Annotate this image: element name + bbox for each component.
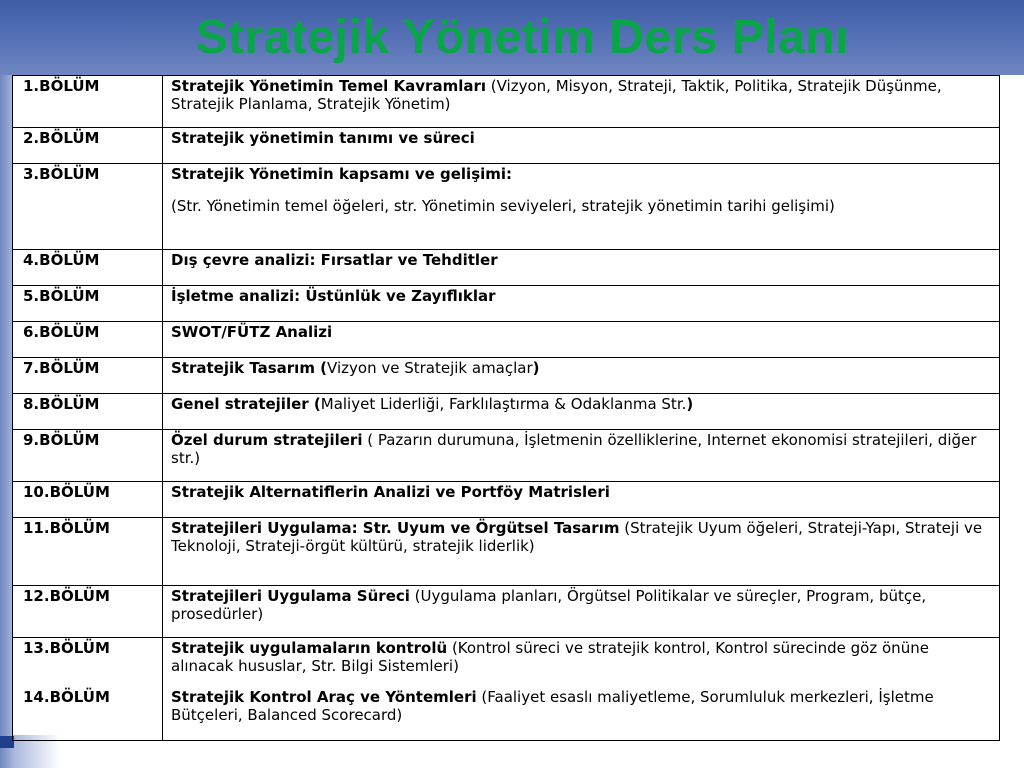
topic-detail: Maliyet Liderliği, Farklılaştırma & Odaklanma Str. (320, 395, 687, 413)
chapter-topic (163, 358, 1000, 394)
chapter-number: 5.BÖLÜM (13, 286, 163, 322)
topic-heading: Genel stratejiler ( (171, 395, 321, 413)
chapter-number: 1.BÖLÜM (13, 76, 163, 128)
chapter-number: 6.BÖLÜM (13, 322, 163, 358)
chapter-topic (163, 482, 1000, 518)
topic-detail: (Faaliyet esaslı maliyetleme, Sorumluluk merkezleri, İşletme Bütçeleri, Balanced Scorecard) (171, 688, 934, 724)
topic-heading: Stratejileri Uygulama: Str. Uyum ve Örgütsel Tasarım (171, 519, 620, 537)
table-row (13, 518, 1000, 586)
topic-detail: (Str. Yönetimin temel öğeleri, str. Yönetimin seviyeleri, stratejik yönetimin tarihi gelişimi) (171, 197, 835, 215)
syllabus-table (12, 75, 1000, 741)
table-row (13, 430, 1000, 482)
chapter-number: 14.BÖLÜM (13, 687, 163, 741)
topic-heading: Stratejik uygulamaların kontrolü (171, 639, 448, 657)
table-row (13, 164, 1000, 250)
chapter-number: 4.BÖLÜM (13, 250, 163, 286)
chapter-number: 3.BÖLÜM (13, 164, 163, 250)
topic-heading: Stratejik Kontrol Araç ve Yöntemleri (171, 688, 477, 706)
topic-heading: SWOT/FÜTZ Analizi (171, 323, 333, 341)
topic-detail: (Vizyon, Misyon, Strateji, Taktik, Politika, Stratejik Düşünme, Stratejik Planlama, Stratejik Yönetim) (171, 77, 942, 113)
table-row (13, 322, 1000, 358)
chapter-topic (163, 687, 1000, 741)
topic-tail: ) (532, 359, 540, 377)
chapter-topic (163, 430, 1000, 482)
chapter-number: 9.BÖLÜM (13, 430, 163, 482)
table-row (13, 687, 1000, 741)
chapter-number: 12.BÖLÜM (13, 586, 163, 638)
table-row (13, 394, 1000, 430)
table-row (13, 76, 1000, 128)
chapter-number: 8.BÖLÜM (13, 394, 163, 430)
topic-heading: Stratejik Alternatiflerin Analizi ve Portföy Matrisleri (171, 483, 610, 501)
chapter-topic (163, 76, 1000, 128)
chapter-topic (163, 518, 1000, 586)
topic-heading: Stratejik Tasarım ( (171, 359, 328, 377)
topic-heading: Özel durum stratejileri (171, 431, 363, 449)
chapter-topic (163, 286, 1000, 322)
chapter-topic (163, 586, 1000, 638)
chapter-number: 11.BÖLÜM (13, 518, 163, 586)
chapter-number: 7.BÖLÜM (13, 358, 163, 394)
table-row (13, 286, 1000, 322)
chapter-topic (163, 164, 1000, 250)
table-row (13, 358, 1000, 394)
topic-heading: Stratejik Yönetimin kapsamı ve gelişimi: (171, 165, 513, 183)
table-row (13, 586, 1000, 638)
chapter-number: 10.BÖLÜM (13, 482, 163, 518)
chapter-topic (163, 128, 1000, 164)
syllabus-panel (12, 75, 1000, 735)
topic-heading: İşletme analizi: Üstünlük ve Zayıflıklar (171, 287, 496, 305)
topic-detail: ( Pazarın durumuna, İşletmenin özelliklerine, Internet ekonomisi stratejileri, diğer str.) (171, 431, 977, 467)
chapter-topic (163, 638, 1000, 688)
slide-title: Stratejik Yönetim Ders Planı (195, 11, 849, 64)
chapter-number: 13.BÖLÜM (13, 638, 163, 688)
topic-heading: Dış çevre analizi: Fırsatlar ve Tehditler (171, 251, 498, 269)
topic-detail: Vizyon ve Stratejik amaçlar (327, 359, 533, 377)
chapter-number: 2.BÖLÜM (13, 128, 163, 164)
table-row (13, 250, 1000, 286)
topic-heading: Stratejik Yönetimin Temel Kavramları (171, 77, 486, 95)
chapter-topic (163, 322, 1000, 358)
topic-detail: (Stratejik Uyum öğeleri, Strateji-Yapı, Strateji ve Teknoloji, Strateji-örgüt kültürü, stratejik liderlik) (171, 519, 983, 555)
topic-tail: ) (686, 395, 694, 413)
chapter-topic (163, 250, 1000, 286)
topic-detail: (Kontrol süreci ve stratejik kontrol, Kontrol sürecinde göz önüne alınacak hususlar, Str. Bilgi Sistemleri) (171, 639, 929, 675)
table-row (13, 128, 1000, 164)
table-row (13, 482, 1000, 518)
chapter-topic (163, 394, 1000, 430)
table-row (13, 638, 1000, 688)
topic-heading: Stratejileri Uygulama Süreci (171, 587, 410, 605)
topic-detail: (Uygulama planları, Örgütsel Politikalar ve süreçler, Program, bütçe, prosedürler) (171, 587, 927, 623)
topic-heading: Stratejik yönetimin tanımı ve süreci (171, 129, 475, 147)
